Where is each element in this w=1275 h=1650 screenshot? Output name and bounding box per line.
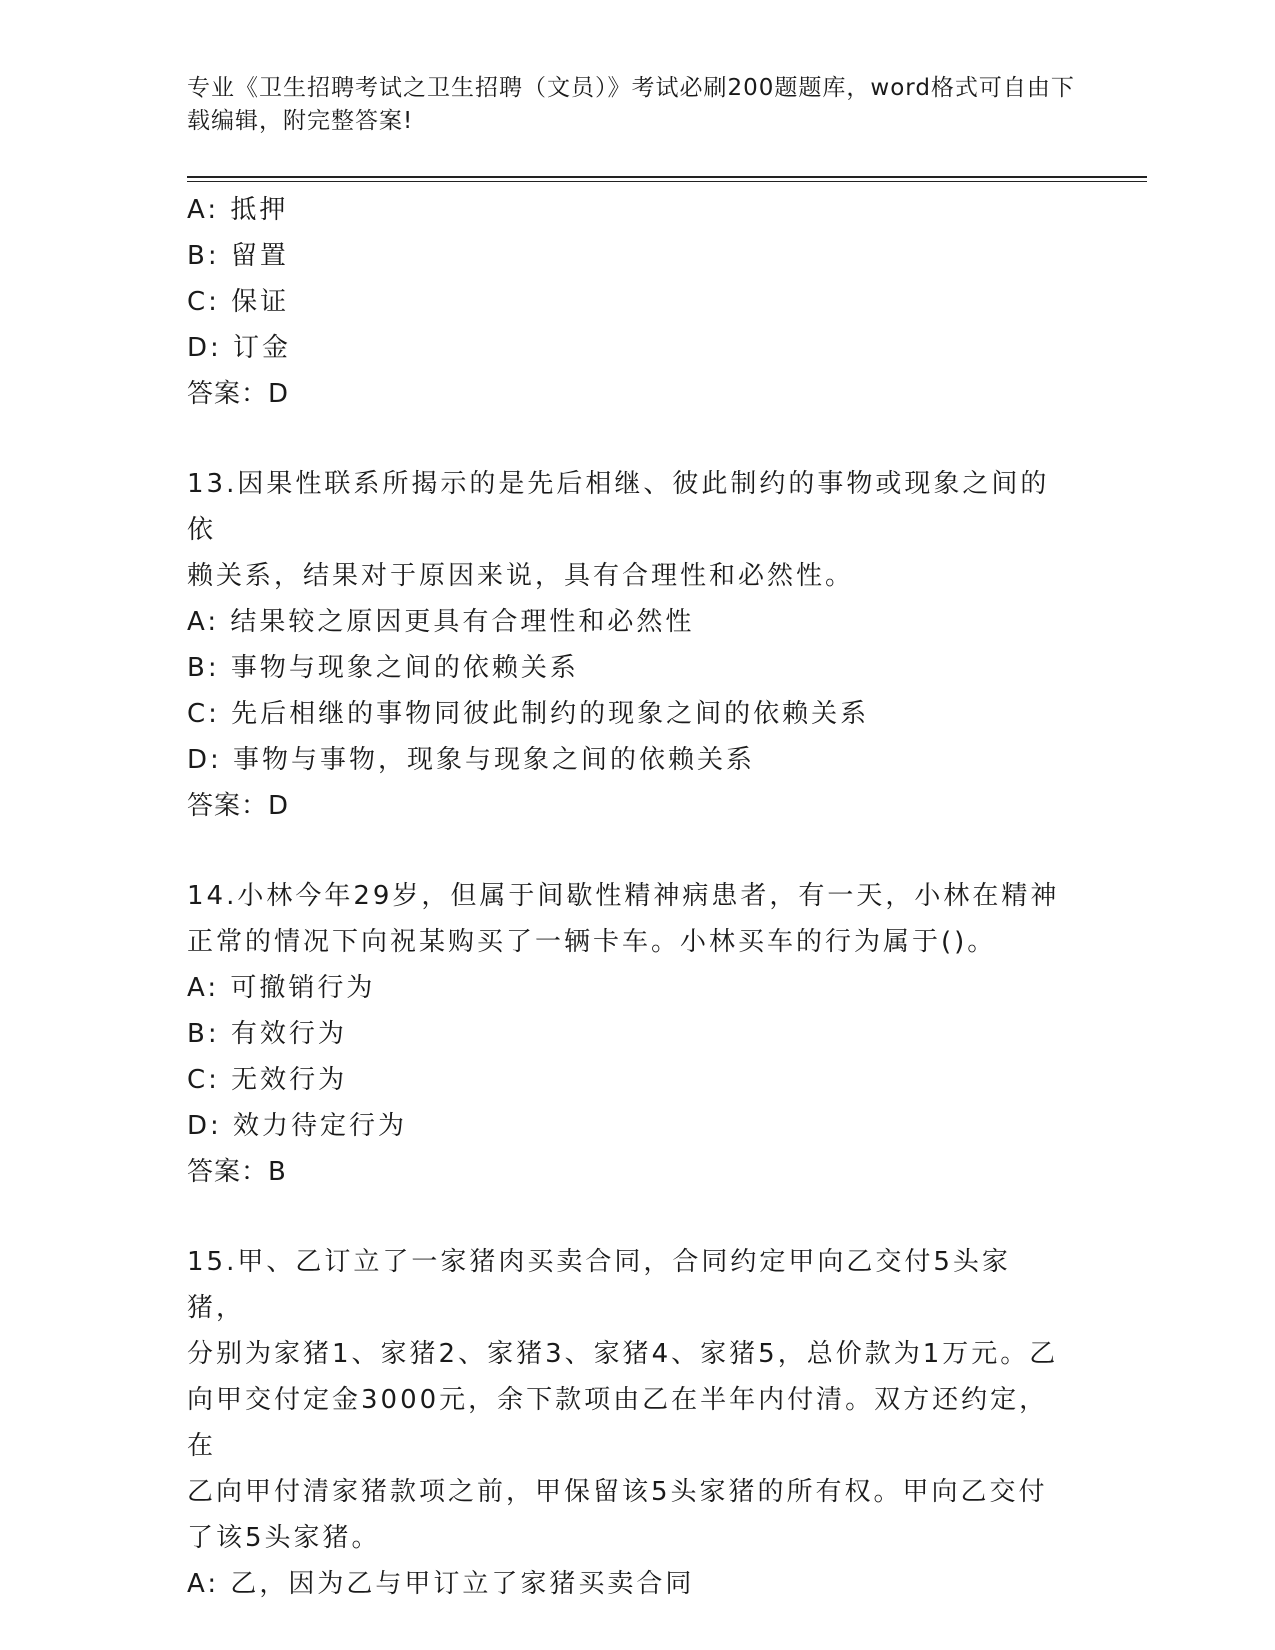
q13-option-b: B: 事物与现象之间的依赖关系 [187, 653, 579, 683]
q14-text: 14.小林今年29岁，但属于间歇性精神病患者，有一天，小林在精神 正常的情况下向祝某购买了一辆卡车。小林买车的行为属于()。 [187, 881, 1060, 957]
q14-option-b: B: 有效行为 [187, 1019, 347, 1049]
q12-option-a: A: 抵押 [187, 195, 289, 225]
q14-option-c: C: 无效行为 [187, 1065, 348, 1095]
header-divider-thick [187, 176, 1147, 178]
q12-option-c: C: 保证 [187, 287, 290, 317]
q15-option-a: A: 乙，因为乙与甲订立了家猪买卖合同 [187, 1569, 695, 1599]
q12-option-b: B: 留置 [187, 241, 289, 271]
q13-option-c: C: 先后相继的事物同彼此制约的现象之间的依赖关系 [187, 699, 870, 729]
question-13-block [187, 461, 1087, 829]
q13-answer: 答案：D [187, 791, 290, 821]
q14-answer: 答案：B [187, 1157, 287, 1187]
q13-option-a: A: 结果较之原因更具有合理性和必然性 [187, 607, 695, 637]
q12-answer: 答案：D [187, 379, 290, 409]
document-header: 专业《卫生招聘考试之卫生招聘（文员）》考试必刷200题题库，word格式可自由下载编辑，附完整答案! [187, 75, 1075, 134]
question-15-block [187, 1239, 1087, 1607]
q12-option-d: D: 订金 [187, 333, 292, 363]
header-divider-thin [187, 181, 1147, 182]
q13-option-d: D: 事物与事物，现象与现象之间的依赖关系 [187, 745, 756, 775]
question-12-block [187, 187, 1087, 417]
document-body [187, 187, 1087, 1607]
q13-text: 13.因果性联系所揭示的是先后相继、彼此制约的事物或现象之间的依 赖关系，结果对于原因来说，具有合理性和必然性。 [187, 469, 1050, 591]
q14-option-d: D: 效力待定行为 [187, 1111, 408, 1141]
q15-text: 15.甲、乙订立了一家猪肉买卖合同，合同约定甲向乙交付5头家猪， 分别为家猪1、家猪2、家猪3、家猪4、家猪5，总价款为1万元。乙 向甲交付定金3000元，余下款项由乙在半年内付清。双方还约定，在 乙向甲付清家猪款项之前，甲保留该5头家猪的所有权。甲向乙交付 了该5头家猪。 [187, 1247, 1059, 1553]
question-14-block [187, 873, 1087, 1195]
q14-option-a: A: 可撤销行为 [187, 973, 376, 1003]
